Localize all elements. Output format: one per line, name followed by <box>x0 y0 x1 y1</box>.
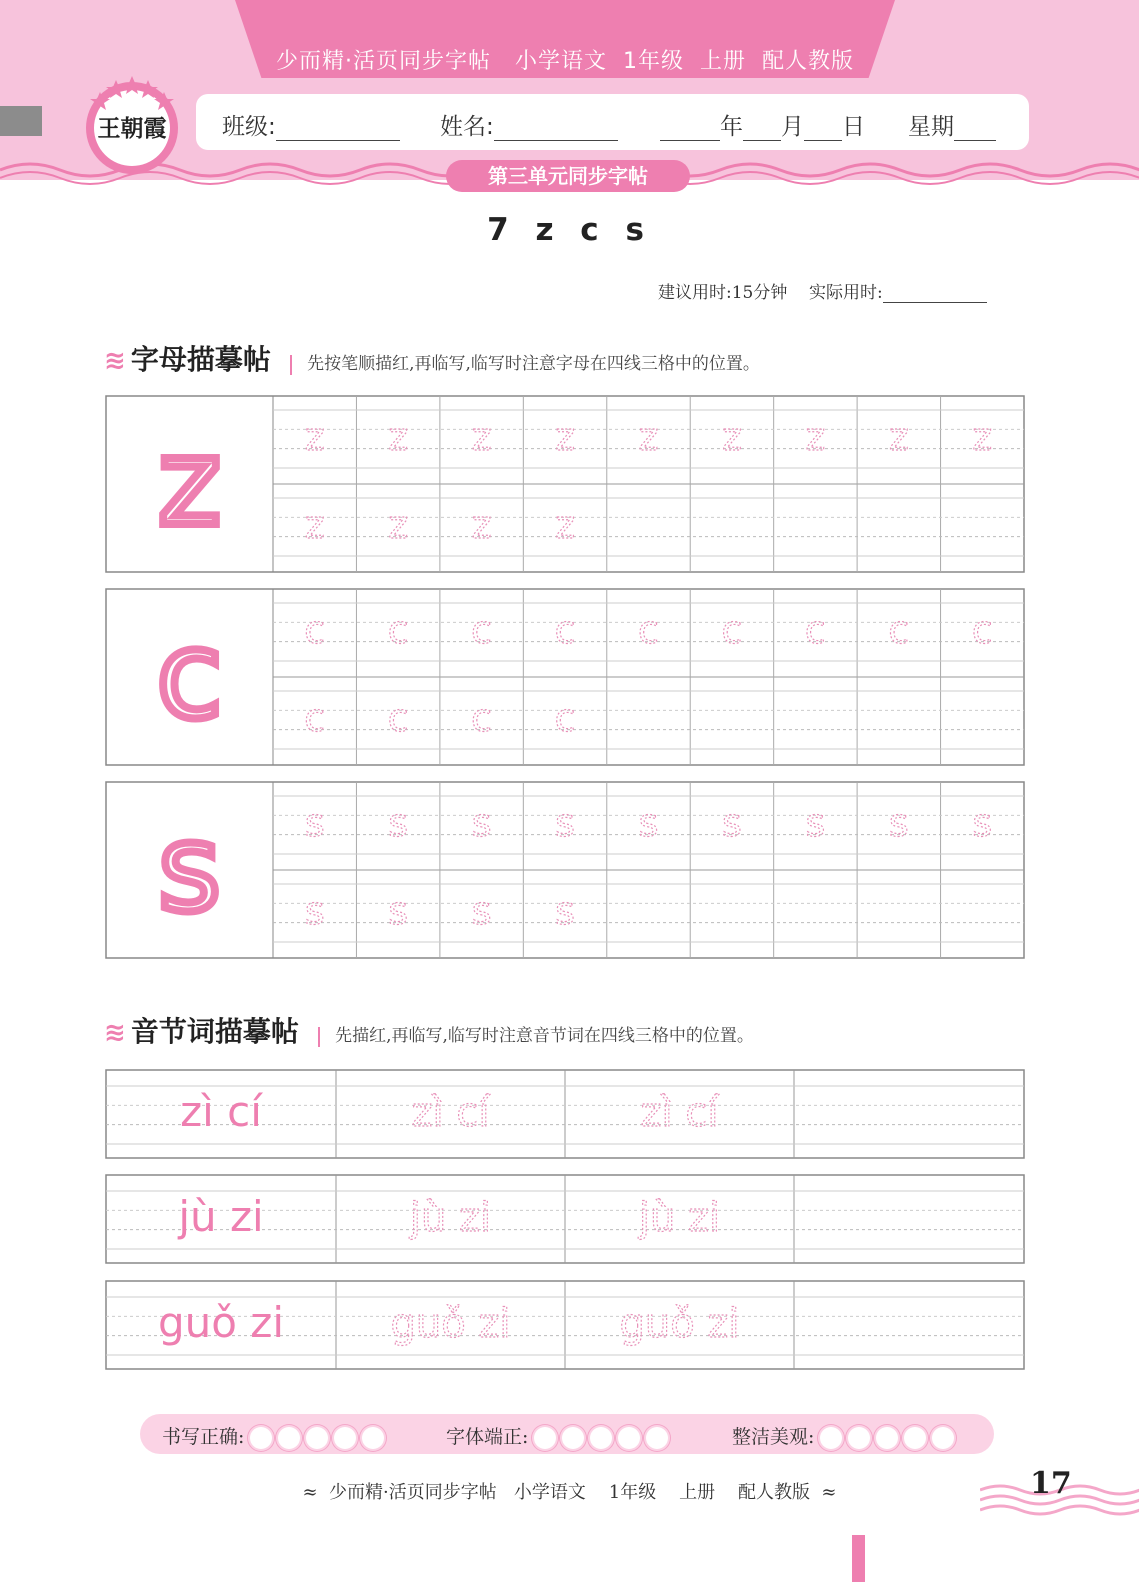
trace-letter: z <box>555 503 576 547</box>
unit-badge: 第三单元同步字帖 <box>446 160 690 192</box>
section1-instruction: 先按笔顺描红,再临写,临写时注意字母在四线三格中的位置。 <box>307 354 760 374</box>
page-edge-mark <box>852 1535 865 1582</box>
trace-letter: s <box>471 889 492 933</box>
trace-letter: z <box>388 415 409 459</box>
rating-upright-label: 字体端正: <box>446 1426 529 1448</box>
trace-letter: c <box>638 608 659 652</box>
trace-letter: s <box>555 801 575 845</box>
rating-upright <box>446 1422 668 1449</box>
trace-letter: s <box>304 801 325 845</box>
trace-letter: c <box>387 696 409 740</box>
trace-letter: z <box>888 415 909 459</box>
wave-icon: ≋ <box>104 1018 126 1048</box>
actual-time-label: 实际用时: <box>808 283 883 303</box>
trace-letter: c <box>971 608 993 652</box>
trace-letter: z <box>304 415 325 459</box>
flower-icon[interactable] <box>362 1427 384 1449</box>
flower-icon[interactable] <box>334 1427 356 1449</box>
flower-icon[interactable] <box>618 1427 640 1449</box>
series-title: 少而精·活页同步字帖 小学语文 1年级 上册 配人教版 <box>276 49 854 74</box>
trace-letter: s <box>555 889 575 933</box>
logo-text: 王朝霞 <box>97 115 167 142</box>
wave-icon: ≋ <box>104 346 126 376</box>
trace-letter: c <box>304 696 326 740</box>
suggested-time: 建议用时:15分钟 <box>658 283 788 303</box>
flower-icon[interactable] <box>848 1427 870 1449</box>
trace-letter: c <box>804 608 826 652</box>
flower-icon[interactable] <box>306 1427 328 1449</box>
flower-icon[interactable] <box>932 1427 954 1449</box>
rating-neat-label: 整洁美观: <box>732 1426 815 1448</box>
section2-title: 音节词描摹帖 <box>130 1015 299 1048</box>
model-letter: z <box>158 414 221 553</box>
rating-neat <box>732 1422 954 1449</box>
trace-letter: c <box>554 696 576 740</box>
model-letter: c <box>156 607 223 746</box>
name-label: 姓名: <box>440 114 494 140</box>
rating-flowers[interactable] <box>528 1426 668 1448</box>
rating-flowers[interactable] <box>814 1426 954 1448</box>
flower-icon[interactable] <box>646 1427 668 1449</box>
model-syllable: jù zi <box>178 1192 264 1241</box>
day-label: 日 <box>842 114 865 140</box>
model-syllable: guǒ zi <box>157 1298 285 1347</box>
flower-icon[interactable] <box>278 1427 300 1449</box>
trace-syllable: jù zi <box>638 1195 721 1241</box>
rating-flowers[interactable] <box>244 1426 384 1448</box>
flower-icon[interactable] <box>534 1427 556 1449</box>
trace-letter: z <box>555 415 576 459</box>
trace-letter: c <box>888 608 910 652</box>
rating-correct <box>162 1422 384 1449</box>
trace-letter: c <box>471 696 493 740</box>
trace-letter: c <box>304 608 326 652</box>
rating-correct-label: 书写正确: <box>162 1426 245 1448</box>
trace-letter: s <box>972 801 993 845</box>
footer-series: ≈ 少而精·活页同步字帖 小学语文 1年级 上册 配人教版 ≈ <box>302 1482 837 1503</box>
page-number: 17 <box>1030 1466 1072 1501</box>
trace-syllable: zì cí <box>411 1090 490 1136</box>
trace-letter: c <box>471 608 493 652</box>
trace-letter: z <box>471 415 492 459</box>
model-letter: s <box>158 800 221 939</box>
trace-letter: z <box>388 503 409 547</box>
trace-letter: s <box>304 889 325 933</box>
flower-icon[interactable] <box>876 1427 898 1449</box>
trace-letter: z <box>638 415 659 459</box>
flower-icon[interactable] <box>250 1427 272 1449</box>
flower-icon[interactable] <box>590 1427 612 1449</box>
trace-letter: c <box>721 608 743 652</box>
trace-letter: s <box>722 801 742 845</box>
trace-letter: z <box>972 415 993 459</box>
trace-letter: s <box>805 801 826 845</box>
trace-syllable: jù zi <box>409 1195 492 1241</box>
trace-letter: z <box>304 503 325 547</box>
trace-syllable: guǒ zi <box>619 1301 740 1347</box>
trace-letter: s <box>638 801 659 845</box>
flower-icon[interactable] <box>562 1427 584 1449</box>
trace-letter: s <box>388 889 409 933</box>
trace-letter: z <box>805 415 826 459</box>
trace-syllable: guǒ zi <box>390 1301 511 1347</box>
class-label: 班级: <box>222 114 276 140</box>
trace-letter: s <box>388 801 409 845</box>
trace-letter: s <box>471 801 492 845</box>
trace-letter: s <box>888 801 909 845</box>
trace-letter: c <box>554 608 576 652</box>
trace-syllable: zì cí <box>640 1090 719 1136</box>
trace-letter: c <box>387 608 409 652</box>
model-syllable: zì cí <box>180 1087 262 1136</box>
flower-icon[interactable] <box>904 1427 926 1449</box>
flower-icon[interactable] <box>820 1427 842 1449</box>
section2-instruction: 先描红,再临写,临写时注意音节词在四线三格中的位置。 <box>335 1026 754 1046</box>
section1-title: 字母描摹帖 <box>130 343 271 376</box>
year-label: 年 <box>720 114 743 140</box>
trace-letter: z <box>721 415 742 459</box>
lesson-title: 7 z c s <box>487 212 652 248</box>
month-label: 月 <box>781 114 804 140</box>
weekday-label: 星期 <box>908 114 954 140</box>
trace-letter: z <box>471 503 492 547</box>
